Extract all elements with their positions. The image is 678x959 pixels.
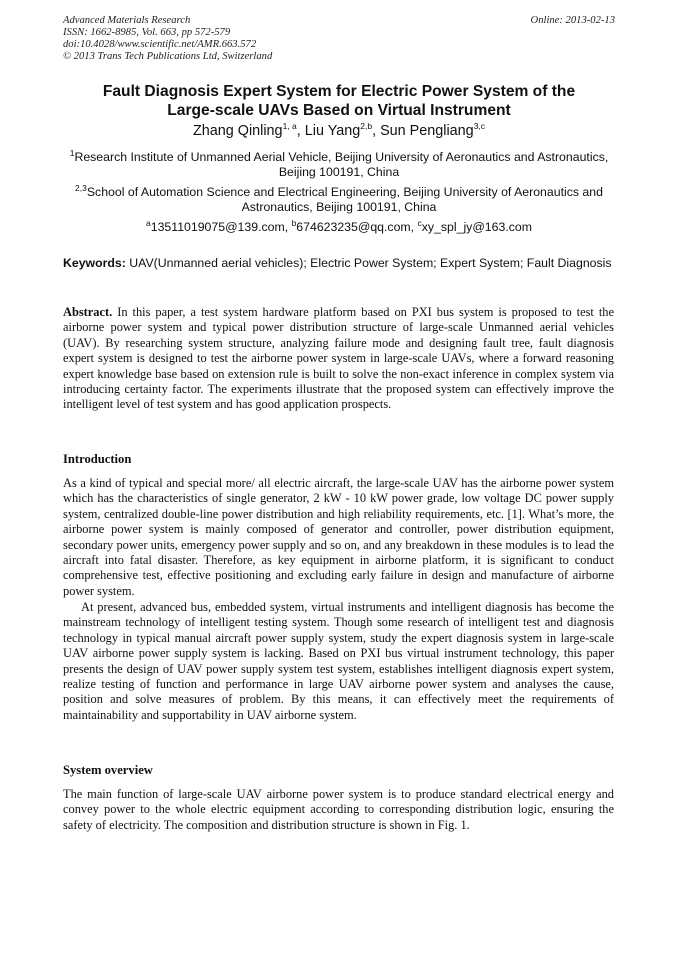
author-sup: 1, a (282, 121, 297, 132)
email-sup: a (146, 217, 151, 228)
author-emails (40, 217, 638, 234)
copyright-line: © 2013 Trans Tech Publications Ltd, Switzerland (63, 51, 273, 62)
title-line-2: Large-scale UAVs Based on Virtual Instrument (167, 102, 511, 119)
abstract-block (63, 305, 614, 413)
journal-name: Advanced Materials Research (63, 15, 191, 26)
email-separator: , (410, 220, 418, 234)
email-sup: c (417, 217, 422, 228)
author-name: Sun Pengliang (380, 123, 474, 139)
affiliation-sup: 1 (69, 147, 75, 158)
system-overview-paragraph-1: The main function of large-scale UAV airborne power system is to produce standard electrical energy and convey power to the whole electric equipment according to corresponding distribution logic, ensuring the safety of electricity. The composition and distribution structure is shown in Fig. 1. (63, 787, 614, 832)
affiliation-text: School of Automation Science and Electrical Engineering, Beijing University of Aeronautics and Astronautics, Beijing 100191, China (86, 185, 603, 214)
paper-title (40, 82, 638, 120)
introduction-paragraph-2: At present, advanced bus, embedded system, virtual instruments and intelligent diagnosis has become the mainstream technology of intelligent testing system. Though some research of intelligent test and diagnosis technology in typical manual aircraft power supply system, study the expert diagnosis system in large-scale UAV airborne power supply system is lacking. Based on PXI bus virtual instrument technology, this paper presents the design of UAV power supply system test system, establishes intelligent diagnosis expert system, realize testing of function and performance in large UAV airborne power system and analyses the cause, position and solve measures of problem. By this means, it can effectively meet the requirements of maintainability and supportability in UAV airborne system. (63, 600, 614, 722)
affiliation-sup: 2,3 (75, 182, 87, 193)
email-sup: b (291, 217, 297, 228)
author-separator: , (296, 123, 305, 139)
title-line-1: Fault Diagnosis Expert System for Electric Power System of the (102, 83, 576, 100)
author-list (40, 123, 638, 139)
keywords-block (63, 256, 614, 271)
issn-line: ISSN: 1662-8985, Vol. 663, pp 572-579 (63, 27, 231, 38)
email-separator: , (284, 220, 292, 234)
section-heading-introduction: Introduction (63, 452, 132, 466)
section-heading-system-overview: System overview (63, 763, 153, 777)
affiliation-text: Research Institute of Unmanned Aerial Vehicle, Beijing University of Aeronautics and Astronautics, Beijing 100191, China (74, 150, 609, 179)
online-date: Online: 2013-02-13 (530, 15, 615, 26)
author-sup: 2,b (360, 121, 373, 132)
doi-line: doi:10.4028/www.scientific.net/AMR.663.572 (63, 39, 257, 50)
affiliation-1 (62, 147, 616, 180)
publication-info (63, 15, 272, 63)
author-name: Liu Yang (304, 123, 361, 139)
keywords-text: UAV(Unmanned aerial vehicles); Electric Power System; Expert System; Fault Diagnosis (129, 256, 612, 270)
abstract-text: In this paper, a test system hardware platform based on PXI bus system is proposed to test the airborne power system and typical power distribution structure of large-scale Unmanned aerial vehicles (UAV). By researching system structure, analyzing failure mode and designing fault tree, fault diagnosis expert system is designed to test the airborne power system in large-scale UAVs, where a forward reasoning expert knowledge base based on extension rule is built to solve the non-exact inference in complex system via introducing certainty factor. The experiments illustrate that the proposed system can effectively improve the intelligent level of test system and has good application prospects. (63, 305, 614, 412)
email-link[interactable]: 13511019075@139.com (150, 220, 285, 234)
email-link[interactable]: xy_spl_jy@163.com (421, 220, 532, 234)
introduction-paragraph-1: As a kind of typical and special more/ all electric aircraft, the large-scale UAV has the airborne power system which has the characteristics of single generator, 2 kW - 10 kW power grade, low voltage DC power supply system, centralized double-line power distribution and high reliability requirements, etc. [1]. What’s more, the airborne power system is mainly composed of generator and controller, power distribution equipment, secondary power units, emergency power supply and so on, and any breakdown in these modules is to lead the aircraft into fatal disaster. Therefore, as key equipment in airborne platform, it is significant to conduct comprehensive test, effective positioning and excluding early failure in design and manufacture of airborne power system. (63, 476, 614, 598)
keywords-label: Keywords: (63, 256, 126, 270)
author-separator: , (372, 123, 381, 139)
author-sup: 3,c (473, 121, 486, 132)
email-link[interactable]: 674623235@qq.com (296, 220, 411, 234)
author-name: Zhang Qinling (192, 123, 283, 139)
abstract-label: Abstract. (63, 305, 113, 319)
affiliation-2 (62, 182, 616, 215)
